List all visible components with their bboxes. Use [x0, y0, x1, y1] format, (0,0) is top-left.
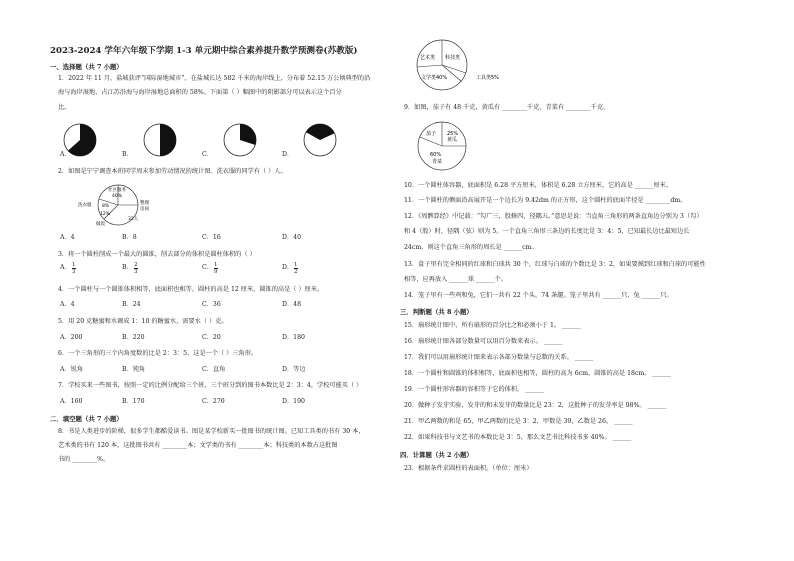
q2-option-d[interactable]: D．40	[282, 234, 302, 241]
j16-text: 16．扇形统计图各部分数量可以用百分数来表示。 ______	[404, 338, 563, 345]
q5-option-b[interactable]: B．220	[122, 334, 145, 341]
q2-label-laundry-pct: 8%	[102, 204, 110, 209]
q3-fraction-b	[134, 262, 138, 275]
q5-option-a[interactable]: A．200	[60, 334, 83, 341]
q4-text: 4．一个圆柱与一个圆锥体积相等，底面积也相等，圆柱的高是 12 厘米，圆锥的高是（ ）厘米。	[58, 286, 324, 293]
pie2-label-eggplant: 茄子	[426, 131, 437, 137]
q6-option-c[interactable]: C．直角	[202, 366, 226, 373]
q12-text-line-1: 12．《周髀算经》中记载：“勾广三，股修四，径隅五。”意思是说：当直角三角形的两条直角边分别为 3（勾）	[404, 213, 703, 220]
section-calc-heading: 四．计算题（共 2 小题）	[400, 451, 473, 459]
pie2-label-greens-pct: 60%	[430, 152, 442, 158]
q2-label-cook: 做饭	[96, 222, 105, 227]
section-judge-heading: 三．判断题（共 8 小题）	[400, 308, 473, 316]
q1-option-b[interactable]: B．	[122, 151, 133, 158]
q1-pie-b	[144, 124, 176, 156]
q7-option-a[interactable]: A．160	[60, 398, 83, 405]
q4-option-c[interactable]: C．36	[202, 301, 221, 308]
q7-option-b[interactable]: B．170	[122, 398, 145, 405]
q1-text-line-1: 1．2022 年 11 月，盐城获评“国际湿地城市”。在盐城长达 582 千米的海岸线上，分布着 52.15 万公顷典型的沿	[58, 75, 371, 82]
pie1-label-literature: 文学类40%	[421, 75, 448, 81]
q13-text-line-2: 相等，应再放入 ______球 ______个。	[404, 276, 507, 283]
q3-frac-a-den: 3	[72, 269, 76, 275]
q3-frac-c-num: 1	[214, 262, 218, 268]
q8-text-line-3: 书的 ________%。	[58, 456, 110, 463]
q1-option-a[interactable]: A．	[60, 151, 71, 158]
q2-label-tidy: 整理	[140, 201, 149, 206]
q2-label-laundry: 洗衣服	[78, 203, 92, 208]
q3-frac-b-num: 2	[134, 262, 138, 268]
q3-frac-a-num: 1	[72, 262, 76, 268]
q10-text: 10．一个圆柱体容器，底面积是 6.28 平方厘米，体积是 6.28 立方厘米，它的高是 ______厘米。	[404, 182, 673, 189]
q6-option-b[interactable]: B．钝角	[122, 366, 146, 373]
q2-option-b[interactable]: B．8	[122, 234, 137, 241]
q6-option-a[interactable]: A．锐角	[60, 366, 84, 373]
j15-text: 15．扇形统计图中，所有扇形的百分比之和必须小于 1。 ______	[404, 322, 581, 329]
q2-label-tidy-2: 房间	[140, 207, 149, 212]
j19-text: 19．一个圆柱形容器的容积等于它的体积。 ______	[404, 386, 544, 393]
q3-option-c[interactable]: C．	[202, 264, 213, 271]
q3-fraction-a	[72, 262, 76, 275]
q1-pie-options	[58, 118, 388, 166]
q5-text: 5．用 20 克糖蜜和水调成 1：10 的糖蜜水，需要水（ ）克。	[58, 318, 228, 325]
q2-label-count: 32人	[128, 217, 139, 222]
pie2-label-cucumber-pct: 25%	[447, 131, 459, 137]
q1-pie-c	[224, 124, 256, 156]
q12-text-line-2: 和 4（股）时，径隅（弦）则为 5。一个直角三角形三条边的长度比是 3：4：5，已知最长边比最短边长	[404, 228, 690, 235]
q9-pie-chart	[412, 118, 472, 176]
q7-option-c[interactable]: C．270	[202, 398, 225, 405]
q2-label-community: 社区服务	[108, 188, 126, 193]
j18-text: 18．一个圆柱和圆锥的体积相等，底面积也相等，圆柱的高为 6cm，圆锥的高是 18cm。 ______	[404, 370, 671, 377]
q3-frac-b-den: 3	[134, 269, 138, 275]
q1-text-line-3: 比。	[58, 104, 71, 111]
j22-text: 22．如果科技书与文艺书的本数比是 3：5，那么文艺书比科技书多 40%。 ______	[404, 434, 632, 441]
q1-option-d[interactable]: D．	[282, 151, 294, 158]
q3-option-a[interactable]: A．	[60, 264, 71, 271]
pie2-label-greens: 青菜	[432, 159, 443, 165]
q13-text-line-1: 13．盒子里有完全相同的红球和白球共 30 个，红球与白球的个数比是 3：2，如果要摸到红球和白球的可能性	[404, 261, 706, 268]
q7-text: 7．学校买来一些图书，按照一定的比例分配给三个班，三个班分到的图书本数比是 2：3：4，学校可能买（ ）	[58, 382, 363, 389]
q4-option-d[interactable]: D．48	[282, 301, 302, 308]
q3-option-b[interactable]: B．	[122, 264, 133, 271]
pie1-label-art: 艺术类	[420, 55, 436, 61]
q2-label-cook-pct: 12%	[100, 212, 111, 217]
q8-text-line-2: 艺术类的书有 120 本，这批图书共有 ________本；文学类的书有 ________本；科技类的本数占这批图	[58, 442, 338, 449]
q2-pie-chart	[78, 180, 158, 230]
q8-text-line-1: 8．书是人类进步的阶梯，很多学生都酷爱读书。图是某学校新买一批图书的统计图。已知工具类的书有 30 本，	[58, 428, 365, 435]
q2-option-c[interactable]: C．16	[202, 234, 221, 241]
q7-option-d[interactable]: D．190	[282, 398, 305, 405]
q4-option-b[interactable]: B．24	[122, 301, 141, 308]
j17-text: 17．我们可以用扇形统计图来表示各部分数量与总数的关系。 ______	[404, 354, 594, 361]
q2-label-community-pct: 40%	[112, 194, 123, 199]
q5-option-d[interactable]: D．180	[282, 334, 305, 341]
section-fill-heading: 二．填空题（共 7 小题）	[50, 415, 123, 423]
q1-pie-d	[304, 124, 336, 156]
q9-text: 9．如图，茄子有 48 千克，黄瓜有 ________千克，青菜有 ________千克。	[404, 104, 610, 111]
q2-option-a[interactable]: A．4	[60, 234, 75, 241]
q1-option-c[interactable]: C．	[202, 151, 213, 158]
q12-text-line-3: 24cm，则这个直角三角形的周长是 ______cm。	[404, 244, 538, 251]
q11-text: 11．一个圆柱的侧面沿高展开是一个边长为 9.42dm 的正方形，这个圆柱的底面半径是 ________dm。	[404, 197, 687, 204]
q3-frac-d-num: 1	[294, 262, 298, 268]
q23-text: 23．根据条件求圆柱的表面积。（单位：厘米）	[404, 465, 533, 472]
q3-fraction-d	[294, 262, 298, 275]
q5-option-c[interactable]: C．20	[202, 334, 221, 341]
q1-text-line-2: 海与海岸湿地，占江苏沿海与海岸湿地总面积的 58%。下面第（ ）幅图中的阴影部分可以表示这个百分	[58, 89, 342, 96]
j21-text: 21．甲乙两数的和是 65，甲乙两数的比是 3：2，甲数是 39，乙数是 26。 ______	[404, 418, 633, 425]
q3-fraction-c	[214, 262, 218, 275]
pie1-label-science: 科技类	[445, 55, 461, 61]
q6-option-d[interactable]: D．等边	[282, 366, 306, 373]
q4-option-a[interactable]: A．4	[60, 301, 75, 308]
q8-pie-chart	[412, 37, 522, 95]
j20-text: 20．做种子发芽实验，发芽的和未发芽的数量比是 23：2，这批种子的发芽率是 98%。 ______	[404, 402, 667, 409]
q3-frac-d-den: 2	[294, 269, 298, 275]
q3-option-d[interactable]: D．	[282, 264, 294, 271]
q14-text: 14．笼子里有一些鸡和兔，它们一共有 22 个头，74 条腿。笼子里共有 ______只，兔 ______只。	[404, 292, 673, 299]
section-choice-heading: 一、选择题（共 7 小题）	[50, 63, 123, 71]
pie1-label-tools: 工具类5%	[476, 75, 499, 81]
q6-text: 6．一个三角形的三个内角度数的比是 2：3：5，这是一个（ ）三角形。	[58, 350, 258, 357]
pie2-label-cucumber: 黄瓜	[447, 137, 458, 143]
q2-text: 2．如图是宁宁调查本班同学周末参加劳动情况的统计图。洗衣服的同学有（ ）人。	[58, 168, 287, 175]
q3-frac-c-den: 9	[214, 269, 218, 275]
q3-text: 3．将一个圆柱削成一个最大的圆锥，削去部分的体积是圆柱体积的（ ）	[58, 251, 256, 258]
page-title: 2023-2024 学年六年级下学期 1-3 单元期中综合素养提升数学预测卷(苏教版)	[50, 46, 358, 56]
